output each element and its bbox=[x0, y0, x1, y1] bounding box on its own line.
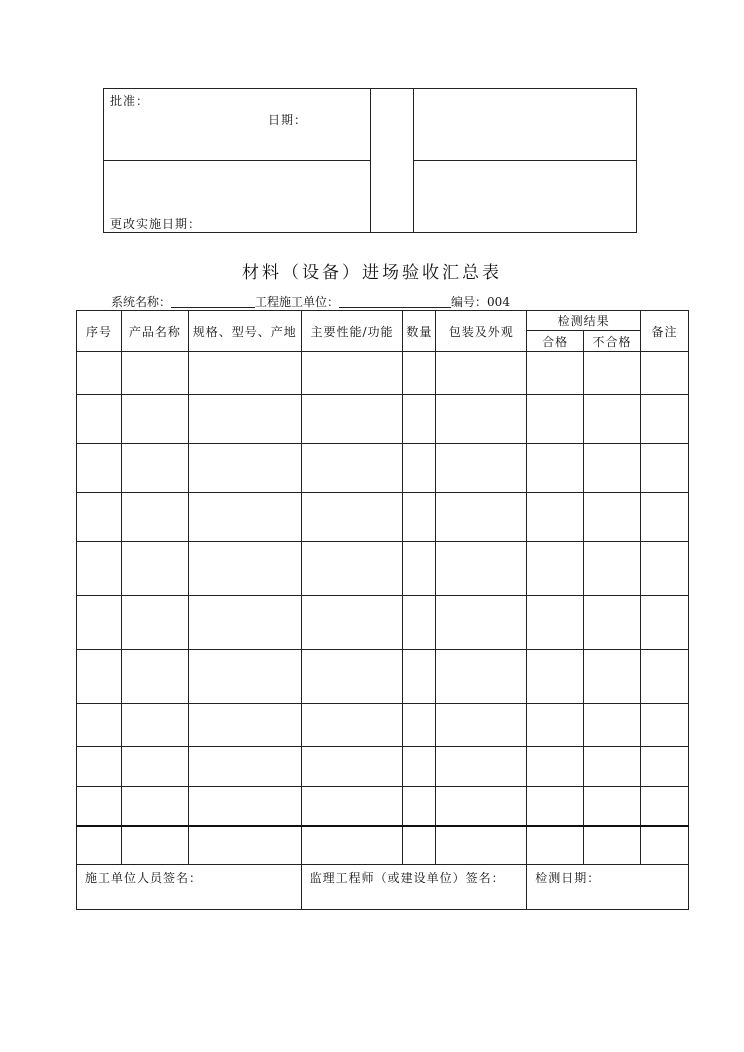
signature-row bbox=[77, 865, 689, 910]
contractor-sign-label: 施工单位人员签名： bbox=[85, 871, 203, 885]
header-seq: 序号 bbox=[77, 311, 122, 352]
header-test-result: 检测结果 bbox=[527, 311, 641, 331]
approval-box bbox=[103, 88, 637, 233]
acceptance-summary-table bbox=[76, 310, 689, 910]
table-row bbox=[77, 444, 689, 493]
test-date-cell[interactable] bbox=[527, 865, 689, 910]
header-pass: 合格 bbox=[527, 331, 584, 352]
header-spec: 规格、型号、产地 bbox=[188, 311, 301, 352]
header-packaging: 包装及外观 bbox=[436, 311, 527, 352]
table-row bbox=[77, 395, 689, 444]
system-name-field[interactable] bbox=[171, 295, 255, 308]
date-label: 日期： bbox=[268, 113, 308, 127]
header-quantity: 数量 bbox=[403, 311, 436, 352]
test-date-label: 检测日期： bbox=[535, 871, 601, 885]
table-row bbox=[77, 650, 689, 704]
form-title: 材料（设备）进场验收汇总表 bbox=[242, 263, 502, 283]
form-meta-line bbox=[111, 293, 510, 310]
number-label: 编号： bbox=[451, 295, 488, 309]
table-row bbox=[77, 542, 689, 596]
contractor-signature-cell[interactable] bbox=[77, 865, 302, 910]
contractor-label: 工程施工单位： bbox=[255, 295, 340, 309]
table-row bbox=[77, 826, 689, 865]
header-product-name: 产品名称 bbox=[121, 311, 188, 352]
contractor-field[interactable] bbox=[339, 295, 451, 308]
approve-label: 批准： bbox=[110, 94, 150, 108]
table-row bbox=[77, 596, 689, 650]
table-row bbox=[77, 352, 689, 395]
table-row bbox=[77, 747, 689, 787]
system-name-label: 系统名称： bbox=[111, 295, 172, 309]
table-row bbox=[77, 704, 689, 747]
number-value: 004 bbox=[487, 295, 510, 309]
table-row bbox=[77, 493, 689, 542]
header-row-1 bbox=[77, 311, 689, 331]
change-date-label: 更改实施日期： bbox=[110, 217, 202, 231]
header-performance: 主要性能/功能 bbox=[301, 311, 403, 352]
supervisor-sign-label: 监理工程师（或建设单位）签名： bbox=[309, 871, 505, 885]
header-remarks: 备注 bbox=[641, 311, 689, 352]
supervisor-signature-cell[interactable] bbox=[301, 865, 527, 910]
table-row bbox=[77, 787, 689, 826]
header-fail: 不合格 bbox=[584, 331, 641, 352]
